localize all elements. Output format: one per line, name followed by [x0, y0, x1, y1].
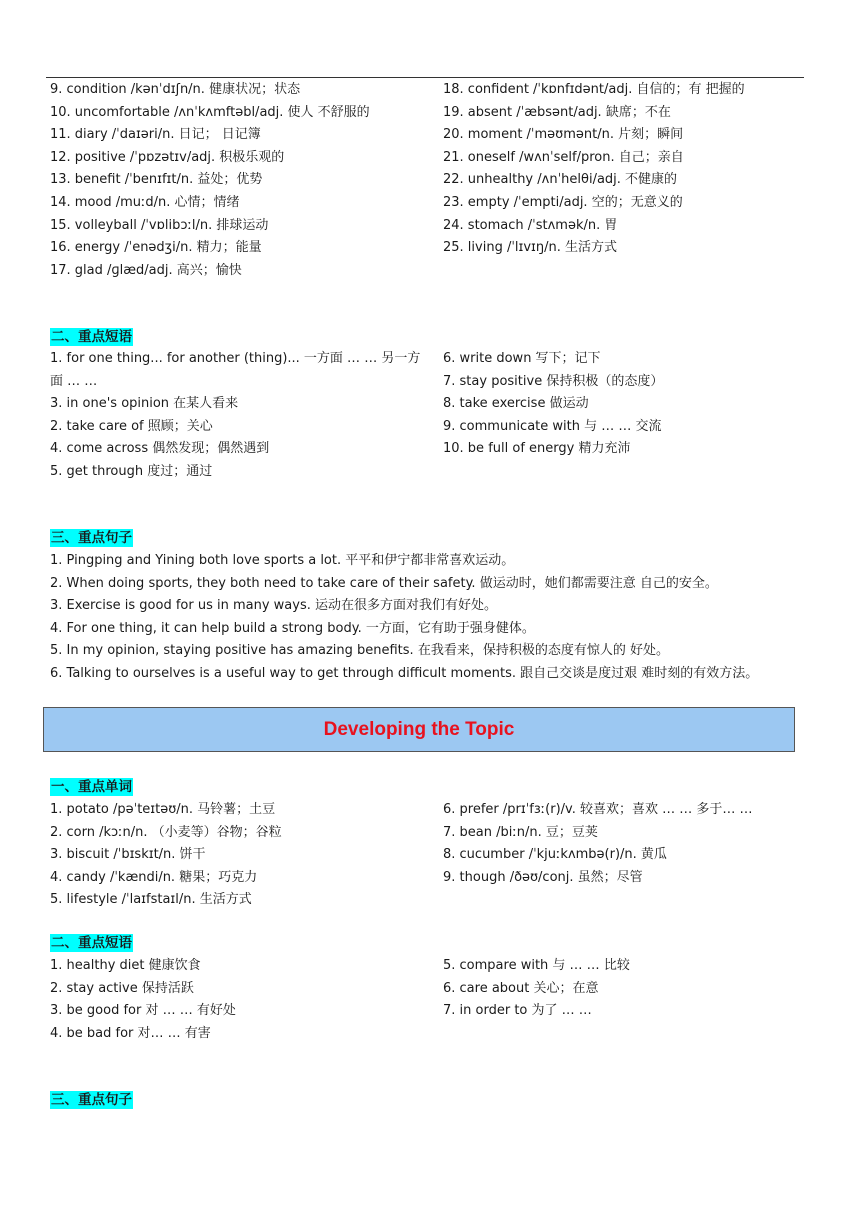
- dev-heading-vocab: 一、重点单词: [51, 779, 132, 795]
- dev-vocab-right-column: [443, 799, 813, 889]
- vocab-item: 16. energy /ˈenədʒi/n. 精力；能量: [50, 240, 262, 256]
- vocab-item: 24. stomach /ˈstʌmək/n. 胃: [443, 217, 618, 233]
- sentences-list: [50, 550, 820, 686]
- sentence-item: 1. Pingping and Yining both love sports a lot. 平平和伊宁都非常喜欢运动。: [50, 553, 515, 568]
- phrase-item: 1. healthy diet 健康饮食: [50, 958, 201, 973]
- phrases-right-column: [443, 348, 813, 461]
- vocab-left-column: [50, 79, 430, 282]
- phrase-item: 6. care about 关心；在意: [443, 980, 599, 996]
- vocab-item: 15. volleyball /ˈvɒlibɔːl/n. 排球运动: [50, 217, 269, 233]
- vocab-item: 3. biscuit /ˈbɪskɪt/n. 饼干: [50, 847, 206, 863]
- phrase-item: 4. be bad for 对… … 有害: [50, 1025, 211, 1041]
- phrase-item: 6. write down 写下；记下: [443, 351, 601, 366]
- vocab-item: 12. positive /ˈpɒzətɪv/adj. 积极乐观的: [50, 149, 285, 165]
- vocab-item: 25. living /ˈlɪvɪŋ/n. 生活方式: [443, 240, 618, 256]
- section-banner-title: Developing the Topic: [43, 707, 795, 752]
- phrase-item: 8. take exercise 做运动: [443, 396, 589, 412]
- section-heading-sentences: 三、重点句子: [51, 530, 132, 546]
- vocab-item: 4. candy /ˈkændi/n. 糖果；巧克力: [50, 869, 258, 885]
- sentence-item: 6. Talking to ourselves is a useful way to get through difficult moments. 跟自己交谈是度过艰 难时刻的有效方法。: [50, 665, 759, 681]
- vocab-right-column: [443, 79, 813, 260]
- vocab-item: 8. cucumber /ˈkjuːkʌmbə(r)/n. 黄瓜: [443, 847, 667, 863]
- phrase-item: 4. come across 偶然发现；偶然遇到: [50, 441, 270, 457]
- vocab-item: 14. mood /muːd/n. 心情；情绪: [50, 194, 240, 210]
- phrase-item: 9. communicate with 与 … … 交流: [443, 418, 662, 434]
- phrase-item: 7. in order to 为了 … …: [443, 1003, 592, 1019]
- vocab-item: 2. corn /kɔːn/n. （小麦等）谷物；谷粒: [50, 824, 282, 840]
- vocab-item: 17. glad /ɡlæd/adj. 高兴；愉快: [50, 262, 242, 278]
- phrase-item: 3. be good for 对 … … 有好处: [50, 1003, 236, 1019]
- dev-phrases-left-column: [50, 955, 430, 1045]
- vocab-item: 11. diary /ˈdaɪəri/n. 日记； 日记簿: [50, 127, 261, 143]
- sentence-item: 3. Exercise is good for us in many ways. 运动在很多方面对我们有好处。: [50, 598, 497, 614]
- header-rule: [46, 77, 804, 78]
- sentence-item: 2. When doing sports, they both need to take care of their safety. 做运动时，她们都需要注意 自己的安全。: [50, 575, 718, 591]
- vocab-item: 13. benefit /ˈbenɪfɪt/n. 益处；优势: [50, 172, 263, 188]
- phrases-left-column: [50, 348, 422, 484]
- vocab-item: 18. confident /ˈkɒnfɪdənt/adj. 自信的；有 把握的: [443, 82, 745, 97]
- phrase-item: 3. in one's opinion 在某人看来: [50, 396, 239, 412]
- vocab-item: 9. condition /kənˈdɪʃn/n. 健康状况；状态: [50, 82, 301, 97]
- vocab-item: 22. unhealthy /ʌnˈhelθi/adj. 不健康的: [443, 172, 678, 188]
- phrase-item: 10. be full of energy 精力充沛: [443, 441, 631, 457]
- vocab-item: 9. though /ðəʊ/conj. 虽然；尽管: [443, 869, 643, 885]
- phrase-item: 7. stay positive 保持积极（的态度）: [443, 373, 664, 389]
- dev-phrases-right-column: [443, 955, 813, 1023]
- section-heading-phrases: 二、重点短语: [51, 329, 132, 345]
- vocab-item: 21. oneself /wʌnˈself/pron. 自己；亲自: [443, 149, 684, 165]
- dev-heading-phrases: 二、重点短语: [51, 935, 132, 951]
- phrase-item: 2. stay active 保持活跃: [50, 980, 194, 996]
- phrase-item: 2. take care of 照顾；关心: [50, 418, 213, 434]
- dev-heading-sentences: 三、重点句子: [51, 1092, 132, 1108]
- vocab-item: 19. absent /ˈæbsənt/adj. 缺席；不在: [443, 104, 671, 120]
- vocab-item: 7. bean /biːn/n. 豆；豆荚: [443, 824, 598, 840]
- vocab-item: 23. empty /ˈempti/adj. 空的；无意义的: [443, 194, 683, 210]
- phrase-item: 5. compare with 与 … … 比较: [443, 958, 630, 973]
- vocab-item: 6. prefer /prɪˈfɜː(r)/v. 较喜欢；喜欢 … … 多于… …: [443, 802, 753, 817]
- phrase-item: 1. for one thing... for another (thing)... 一方面 … … 另一方面 … …: [50, 351, 421, 389]
- vocab-item: 10. uncomfortable /ʌnˈkʌmftəbl/adj. 使人 不舒服的: [50, 104, 370, 120]
- vocab-item: 5. lifestyle /ˈlaɪfstaɪl/n. 生活方式: [50, 892, 252, 908]
- phrase-item: 5. get through 度过；通过: [50, 463, 213, 479]
- vocab-item: 20. moment /ˈməʊmənt/n. 片刻；瞬间: [443, 127, 684, 143]
- vocab-item: 1. potato /pəˈteɪtəʊ/n. 马铃薯；土豆: [50, 802, 276, 817]
- sentence-item: 5. In my opinion, staying positive has amazing benefits. 在我看来，保持积极的态度有惊人的 好处。: [50, 643, 669, 659]
- dev-vocab-left-column: [50, 799, 430, 912]
- sentence-item: 4. For one thing, it can help build a strong body. 一方面，它有助于强身健体。: [50, 620, 535, 636]
